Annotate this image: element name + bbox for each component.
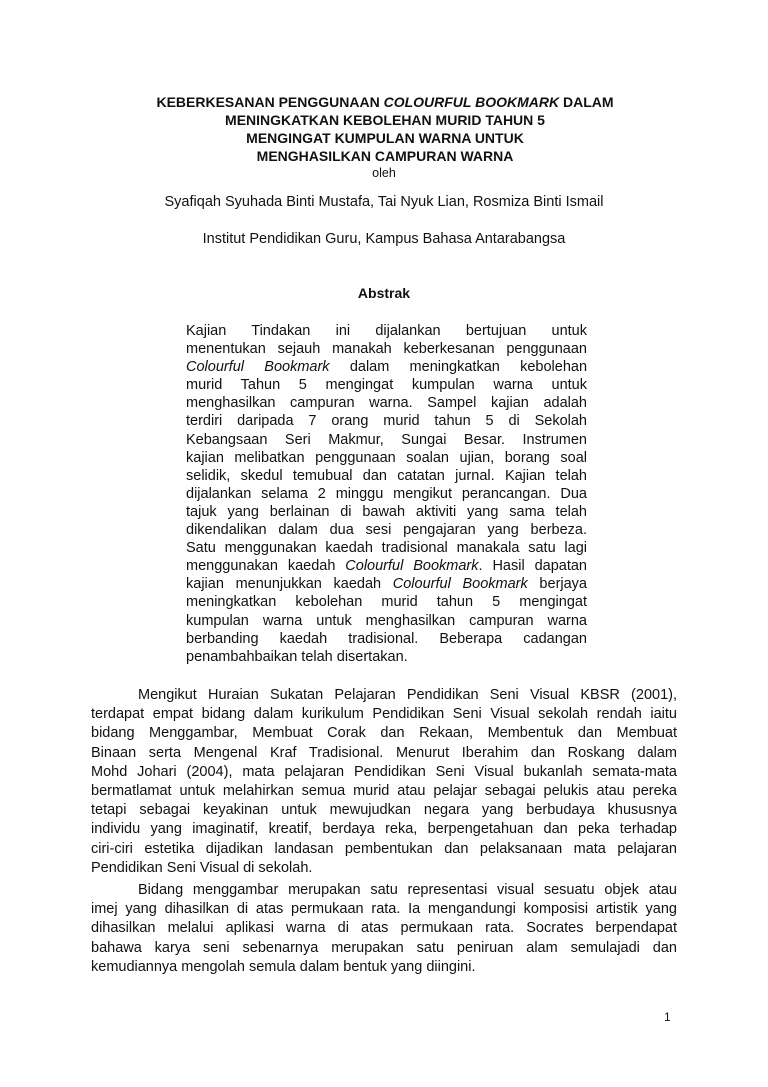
abstract-line: terdiri daripada 7 orang murid tahun 5 di Sekolah (186, 413, 587, 430)
abstract-line: tajuk yang berlainan di bawah aktiviti yang sama telah (186, 503, 587, 520)
page-number: 1 (664, 1010, 671, 1024)
paragraph-line: Pendidikan Seni Visual di sekolah. (91, 859, 313, 876)
paragraph-line: imej yang dihasilkan di atas permukaan rata. Ia mengandungi komposisi artistik yang (91, 901, 677, 918)
paragraph-line: tetapi sebagai keyakinan untuk mewujudkan negara yang berbudaya khususnya (91, 802, 677, 819)
paragraph-line: Mohd Johari (2004), mata pelajaran Pendidikan Seni Visual bukanlah semata-mata (91, 763, 677, 780)
paragraph-line: Mengikut Huraian Sukatan Pelajaran Pendidikan Seni Visual KBSR (2001), (138, 687, 677, 703)
abstract-line: Kebangsaan Seri Makmur, Sungai Besar. Instrumen (186, 431, 587, 448)
abstract-line: selidik, skedul temubual dan catatan jurnal. Kajian telah (186, 467, 587, 484)
paragraph-line: terdapat empat bidang dalam kurikulum Pendidikan Seni Visual sekolah rendah iaitu (91, 706, 677, 723)
abstract-line: Colourful Bookmark dalam meningkatkan kebolehan (186, 359, 588, 376)
paragraph-line: ciri-ciri estetika dijadikan landasan pembentukan dan pelaksanaan mata pelajaran (91, 840, 677, 857)
abstract-line: dijalankan selama 2 minggu mengikut perancangan. Dua (186, 485, 587, 502)
paragraph-line: Binaan serta Mengenal Kraf Tradisional. Menurut Iberahim dan Roskang dalam (91, 744, 677, 761)
paragraph-line: bidang Menggambar, Membuat Corak dan Rekaan, Membentuk dan Membuat (91, 725, 677, 742)
abstract-heading: Abstrak (357, 285, 411, 301)
byline-oleh: oleh (372, 166, 396, 180)
paragraph-line: individu yang imaginatif, kreatif, berdaya reka, berpengetahuan dan peka terhadap (91, 821, 677, 838)
title-line-2: MENINGKATKAN KEBOLEHAN MURID TAHUN 5 (225, 112, 545, 128)
institute: Institut Pendidikan Guru, Kampus Bahasa Antarabangsa (202, 231, 566, 247)
body-paragraph-2 (91, 881, 677, 977)
paper-title (90, 93, 680, 165)
title-line-1: KEBERKESANAN PENGGUNAAN COLOURFUL BOOKMARK DALAM (156, 94, 614, 110)
abstract-line: penambahbaikan telah disertakan. (186, 648, 408, 665)
paragraph-line: kemudiannya mengolah semula dalam bentuk yang diingini. (91, 958, 476, 975)
title-italic-term: COLOURFUL BOOKMARK (383, 94, 560, 110)
abstract-line: menggunakan kaedah Colourful Bookmark. Hasil dapatan (186, 558, 587, 575)
abstract-line: kajian menunjukkan kaedah Colourful Bookmark berjaya (186, 576, 587, 593)
abstract-line: menentukan sejauh manakah keberkesanan penggunaan (186, 341, 587, 358)
title-line-4: MENGHASILKAN CAMPURAN WARNA (256, 148, 514, 164)
abstract-line: kajian melibatkan penggunaan soalan ujian, borang soal (186, 449, 587, 466)
paragraph-line: bermatlamat untuk melahirkan semua murid atau pelajar sebagai pelukis atau pereka (91, 782, 677, 799)
paragraph-line: bahawa karya seni sebenarnya merupakan satu peniruan alam semulajadi dan (91, 939, 677, 956)
paragraph-line: Bidang menggambar merupakan satu representasi visual sesuatu objek atau (138, 882, 677, 898)
paragraph-line: dihasilkan melalui aplikasi warna di atas permukaan rata. Socrates berpendapat (91, 920, 677, 937)
abstract-line: berbanding kaedah tradisional. Beberapa cadangan (186, 630, 587, 647)
abstract-line: Kajian Tindakan ini dijalankan bertujuan untuk (186, 323, 587, 339)
abstract-line: Satu menggunakan kaedah tradisional manakala satu lagi (186, 540, 587, 557)
abstract-line: menghasilkan campuran warna. Sampel kajian adalah (186, 395, 587, 412)
abstract-body (186, 322, 587, 666)
abstract-line: meningkatkan kebolehan murid tahun 5 mengingat (186, 594, 587, 611)
abstract-line: dikendalikan dalam dua sesi pengajaran yang berbeza. (186, 522, 587, 539)
title-line-3: MENGINGAT KUMPULAN WARNA UNTUK (246, 130, 524, 146)
body-paragraph-1 (91, 686, 677, 878)
abstract-line: kumpulan warna untuk menghasilkan campuran warna (186, 612, 587, 629)
abstract-line: murid Tahun 5 mengingat kumpulan warna untuk (186, 377, 587, 394)
authors: Syafiqah Syuhada Binti Mustafa, Tai Nyuk Lian, Rosmiza Binti Ismail (164, 194, 604, 210)
